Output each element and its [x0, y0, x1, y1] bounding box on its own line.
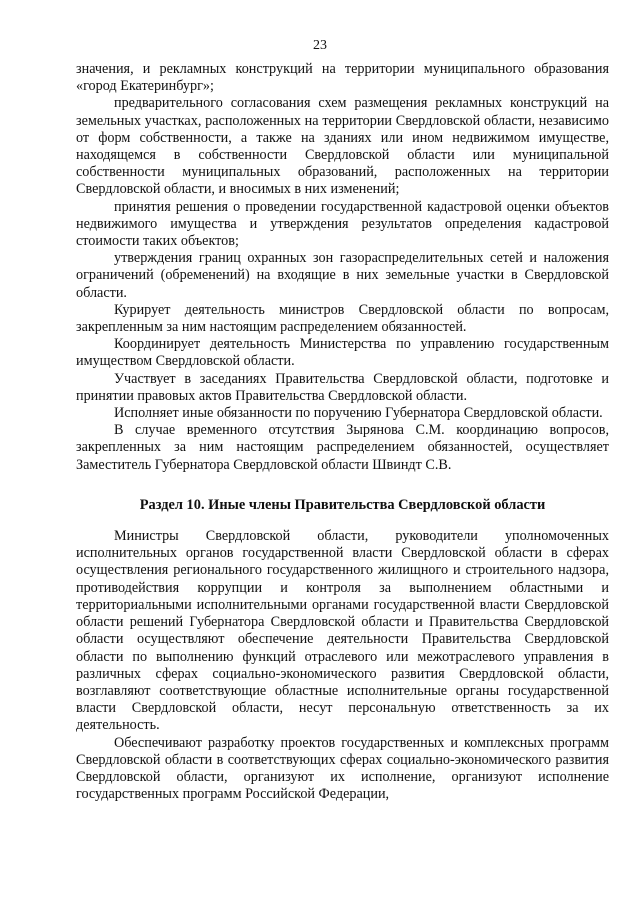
paragraph: Исполняет иные обязанности по поручению Губернатора Свердловской области.	[114, 405, 603, 422]
paragraph: утверждения границ охранных зон газораспределительных сетей и наложения ограничений (обременений) на входящие в них земельные участки в Свердловской области.	[76, 250, 609, 301]
paragraph: Участвует в заседаниях Правительства Свердловской области, подготовке и принятии правовых актов Правительства Свердловской области.	[76, 370, 609, 404]
paragraph: значения, и рекламных конструкций на территории муниципального образования «город Екатеринбург»;	[76, 61, 609, 95]
paragraph: Координирует деятельность Министерства по управлению государственным имуществом Свердловской области.	[76, 336, 609, 370]
section-title: Раздел 10. Иные члены Правительства Свердловской области	[139, 496, 546, 513]
paragraph: Обеспечивают разработку проектов государственных и комплексных программ Свердловской области в соответствующих сферах социально-экономического развития Свердловской области, организуют их исполнение, организуют исполнение государственных программ Российской Федерации,	[76, 734, 609, 803]
paragraph: Курирует деятельность министров Свердловской области по вопросам, закрепленным за ним настоящим распределением обязанностей.	[76, 301, 609, 336]
paragraph: Министры Свердловской области, руководители уполномоченных исполнительных органов государственной власти Свердловской области в сферах осуществления регионального государственного жилищного и строительного надзора, противодействия коррупции и контроля за выполнением областными и территориальными исполнительными органами государственной власти Свердловской области решений Губернатора Свердловской области и Правительства Свердловской области осуществляют обеспечение деятельности Правительства Свердловской области по выполнению функций отраслевого или межотраслевого управления в различных сферах социально-экономического развития Свердловской области, возглавляют соответствующие областные исполнительные органы государственной власти Свердловской области, несут персональную ответственность за их деятельность.	[76, 528, 609, 734]
paragraph: предварительного согласования схем размещения рекламных конструкций на земельных участках, расположенных на территории Свердловской области, независимо от форм собственности, а также на зданиях или ином недвижимом имуществе, находящемся в собственности Свердловской области или муниципальной собственности муниципальных образований, расположенных на территории Свердловской области, и вносимых в них изменений;	[76, 95, 609, 198]
document-body	[76, 61, 609, 803]
paragraph: принятия решения о проведении государственной кадастровой оценки объектов недвижимого имущества и утверждения результатов определения кадастровой стоимости таких объектов;	[76, 198, 609, 250]
page-number: 23	[313, 38, 327, 53]
paragraph: В случае временного отсутствия Зырянова С.М. координацию вопросов, закрепленных за ним настоящим распределением обязанностей, осуществляет Заместитель Губернатора Свердловской области Швиндт С.В.	[76, 422, 609, 473]
